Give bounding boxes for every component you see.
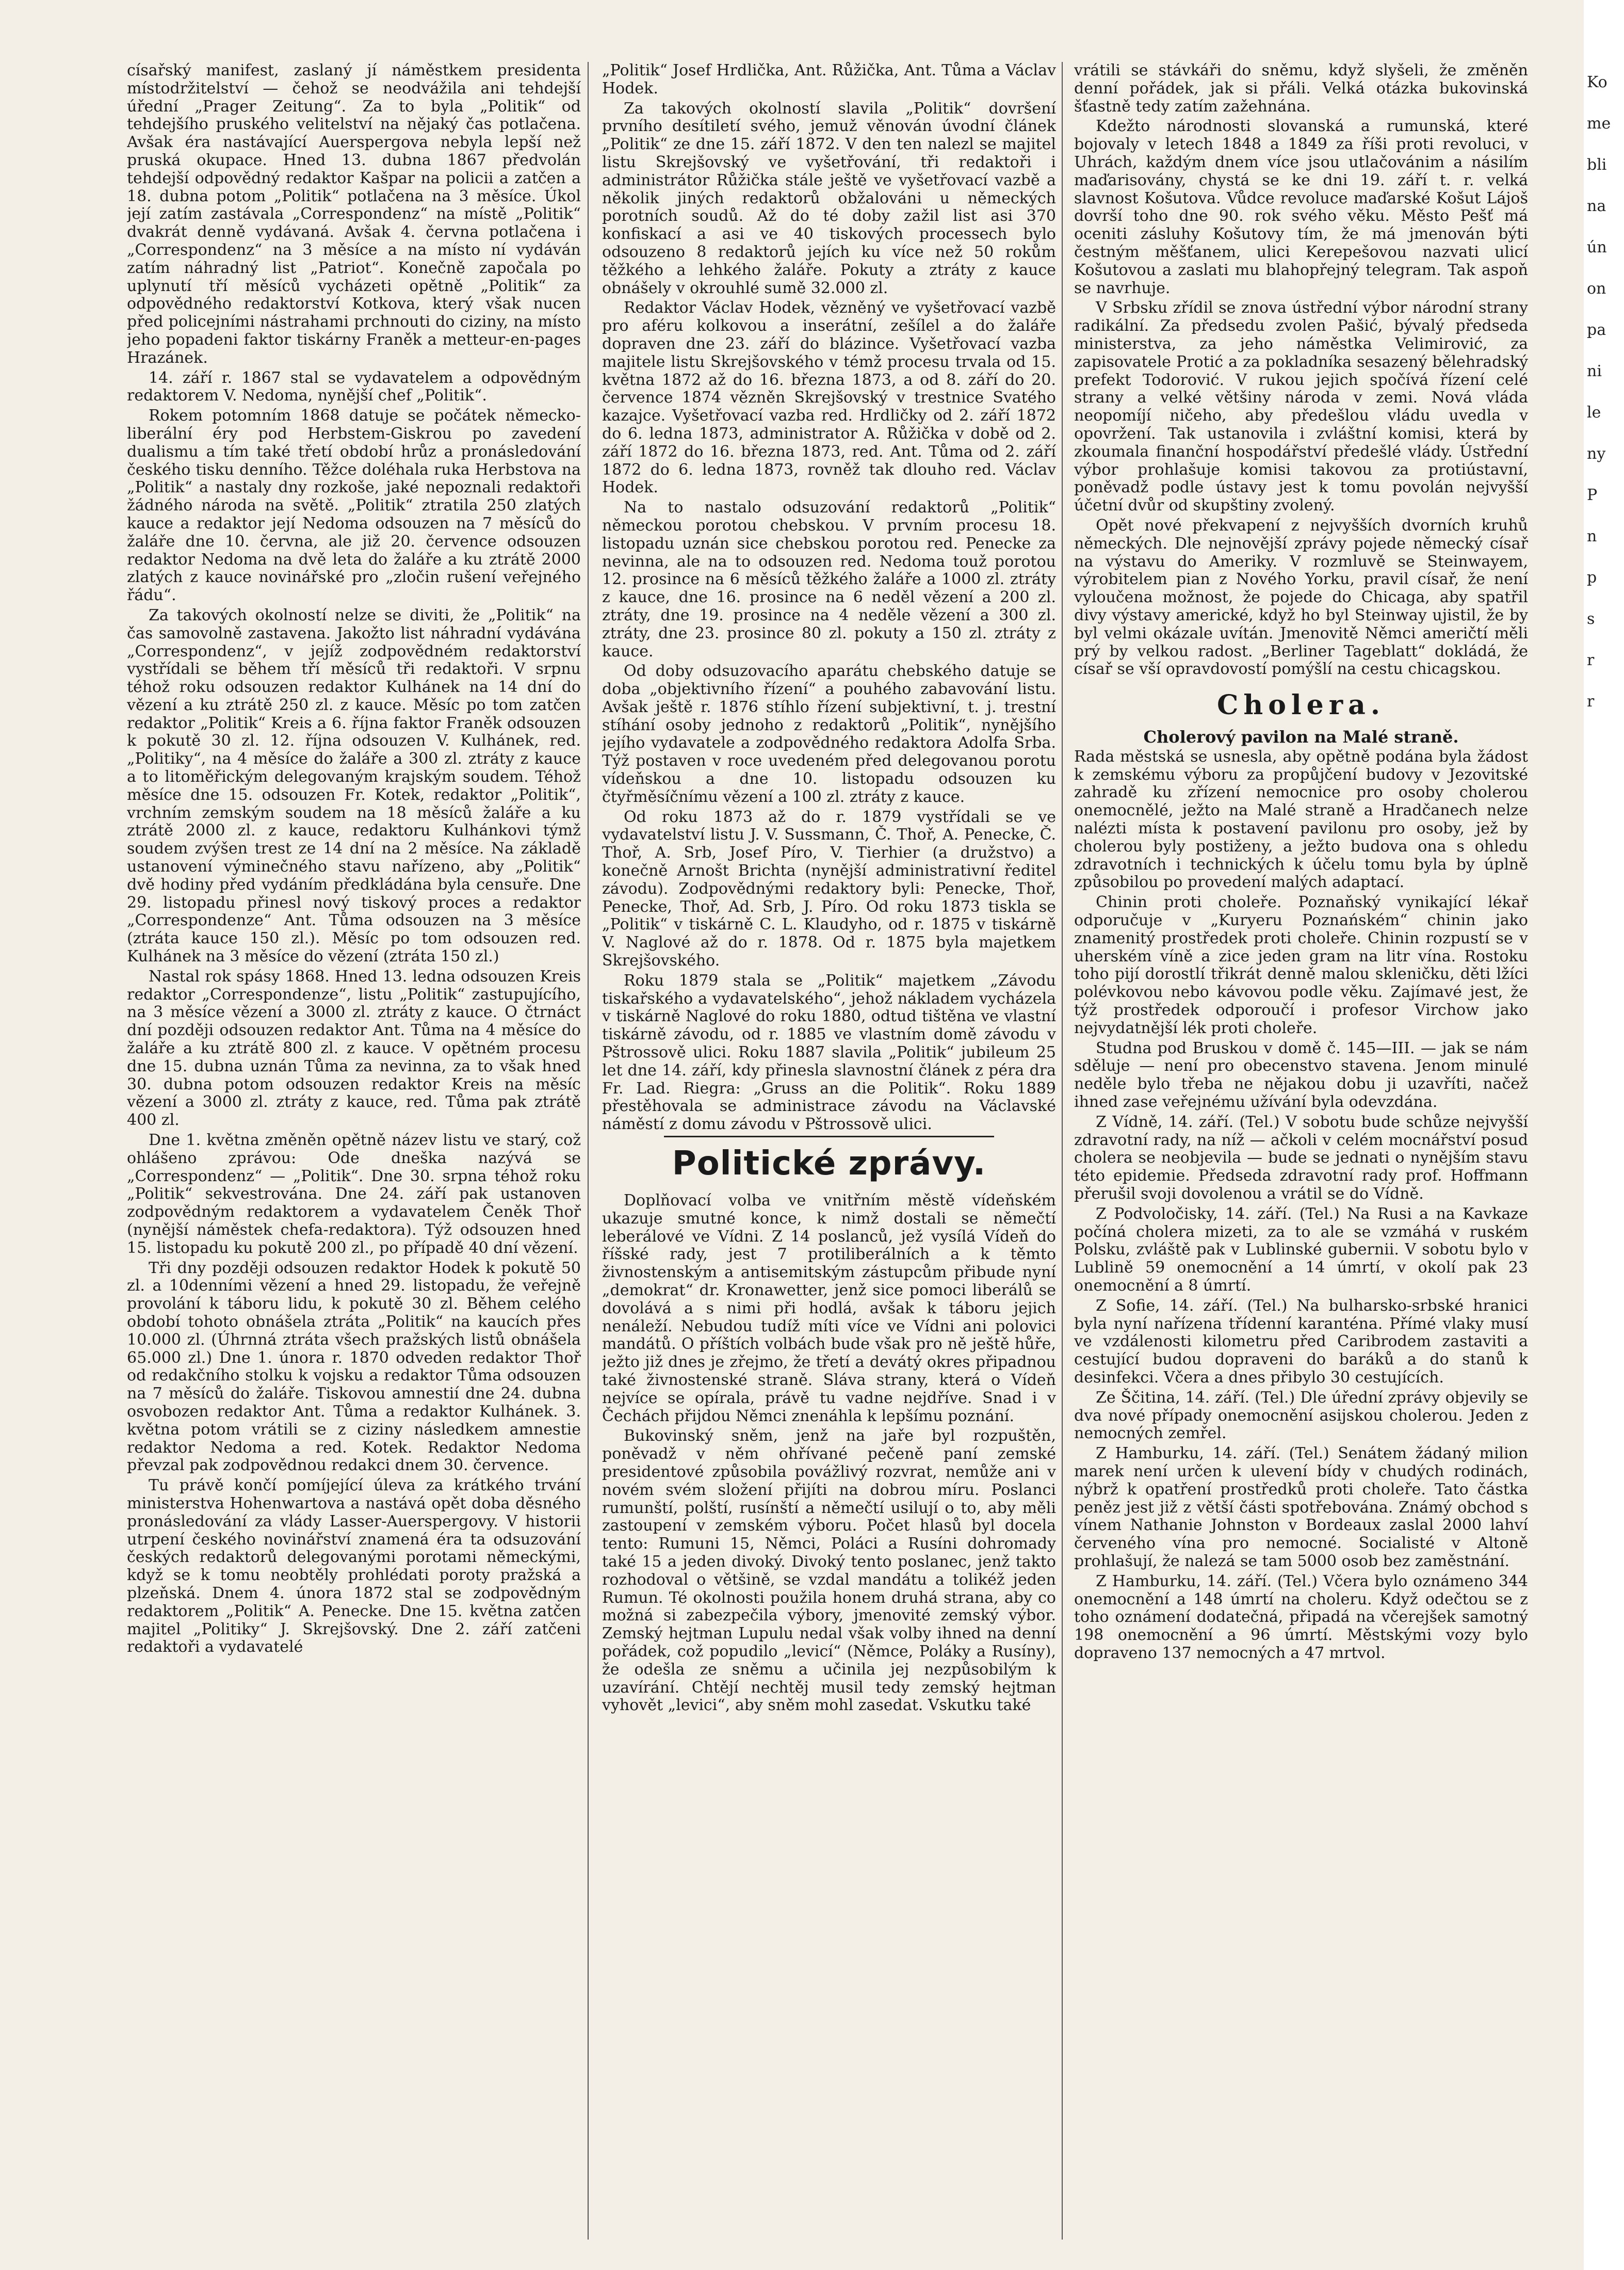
paragraph: Doplňovací volba ve vnitřním městě vídeňském ukazuje smutné konce, k nimž dostali se němečtí leberálové ve Vídni. Z 14 poslanců, jež vysílá Vídeň do říšské rady, jest 7 protiliberálních a k těmto živnostenským a antisemitským zástupcům přibude nyní „demokrat“ dr. Kronawetter, jenž sice pomoci liberálů se dovolává a s nimi při hodlá, avšak k táboru jejich nenáleží. Nebudou tudíž míti více ve Vídni ani polovici mandátů. O příštích volbách bude však pro ně ještě hůře, ježto již dnes je zřejmo, že třetí a devátý okres připadnou také živnostenské straně. Sláva strany, která o Vídeň nejvíce se opírala, právě tu vadne nejdříve. Snad i v Čechách přijdou Němci znenáhla k lepšímu poznání. [602, 1192, 1056, 1425]
paragraph: Rada městská se usnesla, aby opětně podána byla žádost k zemskému výboru za propůjčení budovy v Jezovitské zahradě ku zřízení nemocnice pro osoby cholerou onemocnělé, ježto na Malé straně a Hradčanech nelze nalézti místa k postavení pavilonu pro osoby, jež by cholerou byly postiženy, a ježto budova ona s ohledu zdravotních i technických k účelu tomu byla by úplně způsobilou po provedení malých adaptací. [1074, 747, 1528, 892]
edge-fragment: p [1587, 569, 1597, 587]
edge-fragment: r [1587, 651, 1595, 669]
paragraph: V Srbsku zřídil se znova ústřední výbor národní strany radikální. Za předsedu zvolen Pašić, bývalý předseda ministerstva, za jeho náměstka Velimirović, za zapisovatele Protić a za pokladníka sesazený bělehradský prefekt Todorović. V rukou jejich spočívá řízení celé strany a velké většiny národa v zemi. Nová vláda neopomíjí ničeho, aby předešlou vládu uvedla v opovržení. Tak ustanovila i zvláštní komisi, která by zkoumala finanční hospodářství předešlé vlády. Ústřední výbor prohlašuje komisi takovou za protiústavní, poněvadž podle ústavy jest k tomu povolán nejvyšší účetní dvůr od skupštiny zvolený. [1074, 299, 1528, 515]
paragraph: Z Hamburku, 14. září. (Tel.) Včera bylo oznámeno 344 onemocnění a 148 úmrtí na choleru. Když odečtou se z toho oznámení dodatečná, připadá na včerejšek samotný 198 onemocnění a 96 úmrtí. Městskými vozy bylo dopraveno 137 nemocných a 47 mrtvol. [1074, 1572, 1528, 1662]
edge-fragment: Ko [1587, 73, 1607, 91]
edge-fragment: le [1587, 404, 1601, 422]
paragraph: Od roku 1873 až do r. 1879 vystřídali se ve vydavatelství listu J. V. Sussmann, Č. Thoř, A. Penecke, Č. Thoř, A. Srb, Josef Píro, V. Tierhier (a družstvo) a konečně Arnošt Brichta (nynější administrativní ředitel závodu). Zodpovědnými redaktory byli: Penecke, Thoř, Penecke, Thoř, Ad. Srb, J. Píro. Od roku 1873 tiskla se „Politik“ v tiskárně C. L. Klaudyho, od r. 1875 v tiskárně V. Naglové až do r. 1878. Od r. 1875 byla majetkem Skrejšovského. [602, 808, 1056, 970]
next-page-edge [1587, 62, 1624, 2250]
paragraph: císařský manifest, zaslaný jí náměstkem presidenta místodržitelství — čehož se neodvážila ani tehdejší úřední „Prager Zeitung“. Za to byla „Politik“ od tehdejšího pruského velitelství na nějaký čas potlačena. Avšak éra nastávající Auerspergova nebyla lepší než pruská okupace. Hned 13. dubna 1867 předvolán tehdejší odpovědný redaktor Kašpar na policii a zatčen a 18. dubna potom „Politik“ potlačena na 3 měsíce. Úkol její zatím zastávala „Correspondenz“ na místě „Politik“ dvakrát denně vydávaná. Avšak 4. června potlačena i „Correspondenz“ na 3 měsíce a na místo ní vydáván zatím náhradný list „Patriot“. Konečně započala po uplynutí tří měsíců vycházeti opětně „Politik“ za odpovědného redaktorství Kotkova, který však nucen před policejními nástrahami prchnouti do ciziny, na místo jeho popadeni faktor tiskárny Franěk a metteur-en-pages Hrazánek. [127, 62, 581, 367]
edge-fragment: na [1587, 197, 1606, 215]
paragraph: Od doby odsuzovacího aparátu chebského datuje se doba „objektivního řízení“ a pouhého zabavování listu. Avšak ještě r. 1876 stíhlo řízení subjektivní, t. j. trestní stíhání osoby jednoho z redaktorů „Politik“, nynějšího jejího vydavatele a zodpovědného redaktora Adolfa Srba. Týž postaven v roce uvedeném před delegovanou porotu vídeňskou a dne 10. listopadu odsouzen ku čtyřměsíčnímu vězení a 100 zl. ztráty z kauce. [602, 662, 1056, 806]
paragraph: Za takových okolností slavila „Politik“ dovršení prvního desítiletí svého, jemuž věnován úvodní článek „Politik“ ze dne 15. září 1872. V den ten nalezl se majitel listu Skrejšovský ve vyšetřování, tři redaktoři i administrátor Růžička stále ještě ve vyšetřovací vazbě a několik jiných redaktorů obžalováni u německých porotních soudů. Až do té doby zažil list asi 370 konfiskací a asi ve 40 tiskových processech bylo odsouzeno 8 redaktorů jejích ku více než 50 rokům těžkého a lehkého žaláře. Pokuty a ztráty z kauce obnášely v okrouhlé sumě 32.000 zl. [602, 99, 1056, 297]
paragraph: Za takových okolností nelze se diviti, že „Politik“ na čas samovolně zastavena. Jakožto list náhradní vydávána „Correspondenz“, v jejíž zodpovědném redaktorství vystřídali se během tří měsíců tři redaktoři. V srpnu téhož roku odsouzen redaktor Kulhánek na 14 dní do vězení a ku ztrátě 250 zl. z kauce. Měsíc po tom zatčen redaktor „Politik“ Kreis a 6. října faktor Franěk odsouzen k pokutě 30 zl. 12. října odsouzen V. Kulhánek, red. „Politiky“, na 4 měsíce do žaláře a 300 zl. ztráty z kauce a to litoměřickým delegovaným krajským soudem. Téhož měsíce dne 15. odsouzen Fr. Kotek, redaktor „Politik“, vrchním zemským soudem na 18 měsíců žaláře a ku ztrátě 2000 zl. z kauce, redaktoru Kulhánkovi týmž soudem zvýšen trest ze 14 dní na 2 měsíce. Na základě ustanovení výminečného stavu nařízeno, aby „Politik“ dvě hodiny před vydáním předkládána byla censuře. Dne 29. listopadu přinesl nový tiskový proces a redaktor „Correspondenze“ Ant. Tůma odsouzen na 3 měsíce (ztráta kauce 150 zl.). Měsíc po tom odsouzen red. Kulhánek na 3 měsíce do vězení (ztráta 150 zl.) [127, 606, 581, 966]
column-rule [588, 62, 589, 2240]
edge-fragment: ny [1587, 445, 1606, 463]
edge-fragment: pa [1587, 321, 1606, 339]
paragraph: vrátili se stávkáři do sněmu, když slyšeli, že změněn denní pořádek, jak si přáli. Velká otázka bukovinská šťastně tedy zatím zažehnána. [1074, 62, 1528, 116]
edge-fragment: r [1587, 693, 1595, 711]
paragraph: Chinin proti choleře. Poznaňský vynikající lékař odporučuje v „Kuryeru Poznańském“ chinin jako znamenitý prostředek proti choleře. Chinin rozpustí se v uherském víně a zice jeden gram na litr vína. Rostoku toho pijí dorostlí třikrát denně malou skleničku, děti lžíci polévkovou nebo kávovou podle věku. Zajímavé jest, že týž prostředek odporoučí i profesor Virchow jako nejvydatnější lék proti choleře. [1074, 893, 1528, 1037]
paragraph: Z Hamburku, 14. září. (Tel.) Senátem žádaný milion marek není určen k ulevení bídy v chudých rodinách, nýbrž k opatření prostředků proti choleře. Tato částka peněz jest již z větší části spotřebována. Známý obchod s vínem Nathanie Johnston v Bordeaux zaslal 2000 lahví červeného vína pro nemocné. Socialisté v Altoně prohlašují, že nalezá se tam 5000 osob bez zaměstnání. [1074, 1444, 1528, 1570]
column-middle [602, 62, 1056, 2250]
paragraph: Redaktor Václav Hodek, vězněný ve vyšetřovací vazbě pro aféru kolkovou a inserátní, zešílel a do žaláře dopraven dne 23. září do blázince. Vyšetřovací vazba majitele listu Skrejšovského v témž procesu trvala od 15. května 1872 až do 16. března 1873, a od 8. září do 20. července 1874 vězněn Skrejšovský v trestnice Svatého kazajce. Vyšetřovací vazba red. Hrdličky od 2. září 1872 do 6. ledna 1873, administrator A. Růžička v době od 2. září 1872 do 16. března 1873, red. Ant. Tůma od 2. září 1872 do 6. ledna 1873, rovněž tak dlouho red. Václav Hodek. [602, 299, 1056, 497]
paragraph: Studna pod Bruskou v domě č. 145—III. — jak se nám sděluje — není pro obecenstvo stavena. Jenom minulé neděle bylo třeba ne nějakou dobu ji uzavříti, načež ihned zase veřejnému užívání byla odevzdána. [1074, 1039, 1528, 1112]
paragraph: Tři dny později odsouzen redaktor Hodek k pokutě 50 zl. a 10denními vězení a hned 29. listopadu, že veřejně provolání k táboru lidu, k pokutě 30 zl. Během celého období tohoto obnášela ztráta „Politik“ na kaucích přes 10.000 zl. (Úhrnná ztráta všech pražských listů obnášela 65.000 zl.) Dne 1. února r. 1870 odveden redaktor Thoř od redakčního stolku k vojsku a redaktor Tůma odsouzen na 7 měsíců do žaláře. Tiskovou amnestií dne 24. dubna osvobozen redaktor Ant. Tůma a redaktor Kulhánek. 3. května potom vrátili se z ciziny následkem amnestie redaktor Nedoma a red. Kotek. Redaktor Nedoma převzal pak zodpovědnou redakci dnem 30. července. [127, 1259, 581, 1475]
paragraph: Na to nastalo odsuzování redaktorů „Politik“ německou porotou chebskou. V prvním procesu 18. listopadu uznán sice chebskou porotou red. Penecke za nevinna, ale na to odsouzen red. Nedoma touž porotou 12. prosince na 6 měsíců těžkého žaláře a 1000 zl. ztráty z kauce, dne 16. prosince na 6 neděl vězení a 200 zl. ztráty, dne 19. prosince na 4 neděle vězení a 300 zl. ztráty, dne 23. prosince 80 zl. pokuty a 150 zl. ztráty z kauce. [602, 498, 1056, 661]
paragraph: Kdežto národnosti slovanská a rumunská, které bojovaly v letech 1848 a 1849 za říši proti revoluci, v Uhrách, každým dnem více jsou utlačovánim a násilím maďarisovány, chystá se ke dni 19. září t. r. velká slavnost Košutova. Vůdce revoluce maďarské Košut Lájoš dovrší toho dne 90. rok svého věku. Město Pešť má oceniti zásluhy Košutovy tím, že má jmenován býti čestným měšťanem, ulici Kerepešovou nazvati ulicí Košutovou a zaslati mu blahopřejný telegram. Tak aspoň se navrhuje. [1074, 117, 1528, 297]
paragraph: Ze Ščitina, 14. září. (Tel.) Dle úřední zprávy objevily se dva nové případy onemocnění asijskou cholerou. Jeden z nemocných zemřel. [1074, 1388, 1528, 1443]
paragraph: 14. září r. 1867 stal se vydavatelem a odpovědným redaktorem V. Nedoma, nynější chef „Politik“. [127, 368, 581, 405]
edge-fragment: s [1587, 610, 1595, 628]
paragraph: Opět nové překvapení z nejvyšších dvorních kruhů německých. Dle nejnovější zprávy pojede německý císař na výstavu do Ameriky. V rozmluvě se Steinwayem, výrobitelem pian z Nového Yorku, pravil císař, že není vyloučena možnost, že pojede do Chicaga, aby spatřil divy výstavy americké, když ho byl Steinway ujistil, že by byl velmi okázale uvítán. Jmenovitě Němci američtí měli prý by velkou radost. „Berliner Tageblatt“ dokládá, že císař se vší opravdovostí pomýšlí na cestu chicagskou. [1074, 516, 1528, 679]
column-left [127, 62, 581, 2250]
edge-fragment: ni [1587, 362, 1602, 380]
paragraph: „Politik“ Josef Hrdlička, Ant. Růžička, Ant. Tůma a Václav Hodek. [602, 62, 1056, 98]
edge-fragment: ún [1587, 238, 1607, 256]
paragraph: Bukovinský sněm, jenž na jaře byl rozpuštěn, poněvadž v něm ohřívané pečeně paní zemské presidentové způsobila povážlivý rozvrat, nemůže ani v novém svém složení přijíti na dobrou míru. Poslanci rumunští, polští, rusínští a němečtí usilují o to, aby měli zastoupení v zemském výboru. Počet hlasů byl docela tento: Rumuni 15, Němci, Poláci a Rusíni dohromady také 15 a jeden divoký. Divoký tento poslanec, jenž takto rozhodoval o většině, se vzdal mandátu a tolikéž jeden Rumun. Té okolnosti použila honem druhá strana, aby co možná si zabezpečila výbory, jmenovité zemský výbor. Zemský hejtman Lupulu nedal však volby ihned na denní pořádek, což popudilo „levicí“ (Němce, Poláky a Rusíny), že odešla ze sněmu a učinila jej nezpůsobilým k uzavírání. Chtějí nechtěj musil tedy zemský hejtman vyhovět „levici“, aby sněm mohl zasedat. Vskutku také [602, 1427, 1056, 1715]
paragraph: Z Sofie, 14. září. (Tel.) Na bulharsko-srbské hranici byla nyní nařízena třídenní karanténa. Přímé vlaky musí ve vzdálenosti kilometru před Caribrodem zastaviti a cestující budou dopraveni do baráků a do stanů k desinfekci. Včera a dnes přibylo 30 cestujících. [1074, 1296, 1528, 1387]
paragraph: Dne 1. května změněn opětně název listu ve starý, což ohlášeno zprávou: Ode dneška nazývá se „Correspondenz“ — „Politik“. Dne 30. srpna téhož roku „Politik“ sekvestrována. Dne 24. září pak ustanoven zodpovědným redaktorem a vydavatelem Čeněk Thoř (nynější náměstek chefa-redaktora). Týž odsouzen hned 15. listopadu ku pokutě 200 zl., po případě 40 dní vězení. [127, 1131, 581, 1257]
paragraph: Z Vídně, 14. září. (Tel.) V sobotu bude schůze nejvyšší zdravotní rady, na níž — ačkoli v celém mocnářství posud cholera se neobjevila — bude se jednati o nynějším stavu této epidemie. Předseda zdravotní rady prof. Hoffmann přerušil svoji dovolenou a vrátil se do Vídně. [1074, 1113, 1528, 1203]
section-divider [664, 1136, 994, 1137]
section-heading: Politické zprávy. [672, 1145, 986, 1183]
paragraph: Roku 1879 stala se „Politik“ majetkem „Závodu tiskařského a vydavatelského“, jehož nákladem vycházela v tiskárně Naglové do roku 1880, odtud tištěna ve vlastní tiskárně závodu, od r. 1885 ve vlastním domě závodu v Pštrossově ulici. Roku 1887 slavila „Politik“ jubileum 25 let dne 14. září, kdy přinesla slavnostní článek z péra dra Fr. Lad. Riegra: „Gruss an die Politik“. Roku 1889 přestěhovala se administrace závodu na Václavské náměstí z domu závodu v Pštrossově ulici. [602, 971, 1056, 1134]
paragraph: Tu právě končí pomíjející úleva za krátkého trvání ministerstva Hohenwartova a nastává opět doba děsného pronásledování za vlády Lasser-Auerspergovy. V historii utrpení českého novinářství znamená éra ta odsuzování českých redaktorů delegovanými porotami německými, když se k tomu neobtěly prohlédati poroty pražská a plzeňská. Dnem 4. února 1872 stal se zodpovědným redaktorem „Politik“ A. Penecke. Dne 15. května zatčen majitel „Politiky“ J. Skrejšovský. Dne 2. září zatčeni redaktoři a vydavatelé [127, 1476, 581, 1656]
edge-fragment: P [1587, 486, 1598, 504]
column-right [1074, 62, 1528, 2250]
cholera-subheading: Cholerový pavilon na Malé straně. [1143, 727, 1459, 747]
column-rule [1062, 62, 1063, 2240]
paragraph: Z Podvoločisky, 14. září. (Tel.) Na Rusi a na Kavkaze počíná cholera mizeti, za to ale se vzmáhá v ruském Polsku, zvláště pak v Lublinské gubernii. V sobotu bylo v Lublině 59 onemocnění a 14 úmrtí, v okolí pak 23 onemocnění a 8 úmrtí. [1074, 1204, 1528, 1295]
edge-fragment: me [1587, 115, 1611, 133]
edge-fragment: on [1587, 280, 1606, 298]
edge-fragment: n [1587, 527, 1597, 545]
edge-fragment: bli [1587, 156, 1607, 174]
paragraph: Nastal rok spásy 1868. Hned 13. ledna odsouzen Kreis redaktor „Correspondenze“, listu „Politik“ zastupujícího, na 3 měsíce vězení a 3000 zl. ztráty z kauce. O čtrnáct dní později odsouzen redaktor Ant. Tůma na 4 měsíce do žaláře a ku ztrátě 800 zl. z kauce. V opětném procesu dne 15. dubna uznán Tůma za nevinna, za to však hned 30. dubna potom odsouzen redaktor Kreis na měsíc vězení a 3000 zl. ztráty z kauce, red. Tůma pak ztrátě 400 zl. [127, 967, 581, 1130]
cholera-heading: Cholera. [1217, 689, 1385, 721]
paragraph: Rokem potomním 1868 datuje se počátek německo-liberální éry pod Herbstem-Giskrou po zavedení dualismu a tím také třetí období hrůz a pronásledování českého tisku denního. Těžce doléhala ruka Herbstova na „Politik“ a nastaly dny rozkoše, jaké nepoznali redaktoři žádného národa na světě. „Politik“ ztratila 250 zlatých kauce a redaktor její Nedoma odsouzen na 7 měsíců do žaláře dne 10. června, ale již 20. července odsouzen redaktor Nedoma na dvě leta do žaláře a ku ztrátě 2000 zlatých z kauce novinářské pro „zločin rušení veřejného řádu“. [127, 407, 581, 605]
